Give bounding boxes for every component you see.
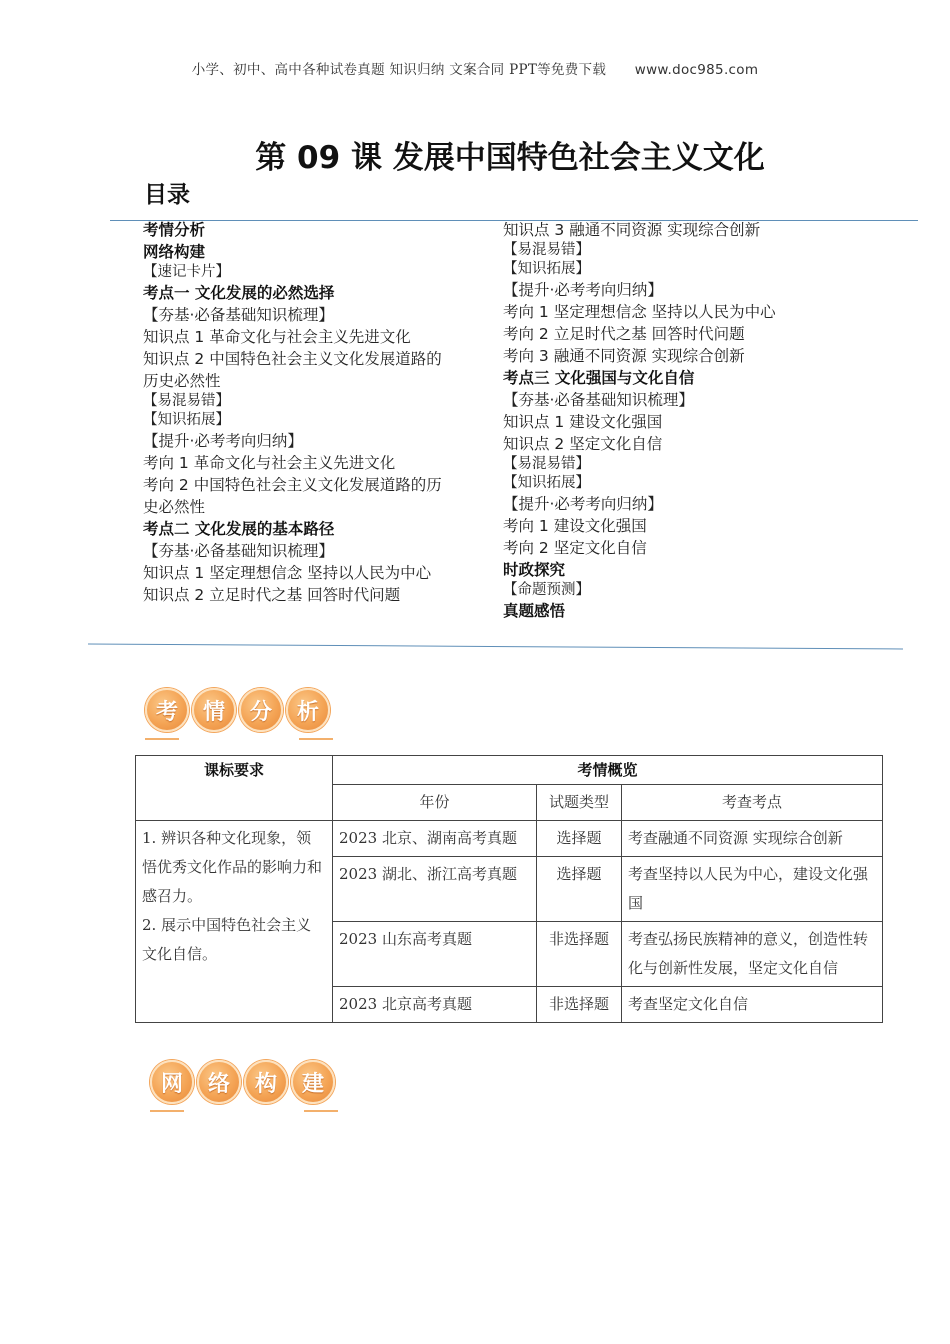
row-type: 选择题: [537, 857, 622, 922]
row-point: 考查坚持以人民为中心，建设文化强国: [622, 857, 883, 922]
row-year: 2023 山东高考真题: [333, 922, 537, 987]
toc-item[interactable]: 【速记卡片】: [143, 264, 230, 280]
subheader-exam-point: 考查考点: [622, 785, 883, 821]
row-point: 考查坚定文化自信: [622, 987, 883, 1023]
row-year: 2023 北京高考真题: [333, 987, 537, 1023]
toc-item[interactable]: 考向 2 坚定文化自信: [503, 539, 647, 557]
toc-item[interactable]: 【知识拓展】: [503, 475, 590, 491]
toc-item[interactable]: 知识点 2 坚定文化自信: [503, 435, 663, 453]
subheader-year: 年份: [333, 785, 537, 821]
requirement-item: 2. 展示中国特色社会主义文化自信。: [142, 916, 312, 963]
toc-item[interactable]: 【易混易错】: [143, 393, 230, 409]
toc-item[interactable]: 知识点 2 立足时代之基 回答时代问题: [143, 586, 401, 604]
toc-item[interactable]: 知识点 1 革命文化与社会主义先进文化: [143, 328, 411, 346]
toc-item[interactable]: 知识点 1 坚定理想信念 坚持以人民为中心: [143, 564, 432, 582]
toc-item[interactable]: 考向 2 中国特色社会主义文化发展道路的历史必然性: [143, 476, 442, 516]
badge-char: 建: [291, 1060, 335, 1104]
badge-char: 分: [239, 688, 283, 732]
row-year: 2023 北京、湖南高考真题: [333, 821, 537, 857]
toc-item[interactable]: 考向 1 坚定理想信念 坚持以人民为中心: [503, 303, 776, 321]
toc-heading: 目录: [144, 182, 190, 208]
row-type: 非选择题: [537, 922, 622, 987]
toc-right-column: [503, 219, 833, 622]
toc-item[interactable]: 知识点 1 建设文化强国: [503, 413, 663, 431]
toc-item[interactable]: 考点二 文化发展的基本路径: [143, 520, 335, 538]
requirement-item: 1. 辨识各种文化现象，领悟优秀文化作品的影响力和感召力。: [142, 829, 323, 905]
toc-item[interactable]: 【提升·必考考向归纳】: [143, 432, 303, 450]
row-point: 考查融通不同资源 实现综合创新: [622, 821, 883, 857]
toc-item[interactable]: 知识点 3 融通不同资源 实现综合创新: [503, 221, 761, 239]
section-badge-kaoqing: [145, 688, 333, 732]
lesson-title: 第 09 课 发展中国特色社会主义文化: [255, 140, 765, 176]
toc-item[interactable]: 【易混易错】: [503, 242, 590, 258]
toc-item[interactable]: 网络构建: [143, 243, 206, 261]
toc-item[interactable]: 真题感悟: [503, 602, 566, 620]
toc-item[interactable]: 考点一 文化发展的必然选择: [143, 284, 335, 302]
header-tagline: 小学、初中、高中各种试卷真题 知识归纳 文案合同 PPT等免费下载: [191, 62, 607, 78]
subheader-question-type: 试题类型: [537, 785, 622, 821]
toc-item[interactable]: 【易混易错】: [503, 456, 590, 472]
toc-item[interactable]: 考情分析: [143, 221, 206, 239]
toc-item[interactable]: 知识点 2 中国特色社会主义文化发展道路的历史必然性: [143, 350, 442, 390]
row-point: 考查弘扬民族精神的意义，创造性转化与创新性发展，坚定文化自信: [622, 922, 883, 987]
toc-item[interactable]: 时政探究: [503, 561, 566, 579]
table-header-row: [136, 756, 883, 785]
toc-item[interactable]: 【夯基·必备基础知识梳理】: [143, 306, 334, 324]
badge-char: 网: [150, 1060, 194, 1104]
row-type: 非选择题: [537, 987, 622, 1023]
curriculum-requirements-cell: [136, 821, 333, 1023]
toc-left-column: [143, 219, 463, 606]
row-type: 选择题: [537, 821, 622, 857]
badge-char: 络: [197, 1060, 241, 1104]
toc-item[interactable]: 考点三 文化强国与文化自信: [503, 369, 695, 387]
header-site-link[interactable]: www.doc985.com: [634, 62, 759, 78]
exam-overview-table: [135, 755, 883, 1023]
toc-bottom-divider: [88, 644, 903, 650]
badge-underline-right: [299, 738, 333, 740]
badge-char: 构: [244, 1060, 288, 1104]
toc-item[interactable]: 考向 2 立足时代之基 回答时代问题: [503, 325, 745, 343]
badge-underline-right: [304, 1110, 338, 1112]
toc-item[interactable]: 【夯基·必备基础知识梳理】: [143, 542, 334, 560]
toc-item[interactable]: 考向 3 融通不同资源 实现综合创新: [503, 347, 745, 365]
toc-item[interactable]: 考向 1 建设文化强国: [503, 517, 647, 535]
toc-item[interactable]: 考向 1 革命文化与社会主义先进文化: [143, 454, 396, 472]
badge-char: 析: [286, 688, 330, 732]
table-row: [136, 821, 883, 857]
toc-item[interactable]: 【提升·必考考向归纳】: [503, 281, 663, 299]
badge-char: 考: [145, 688, 189, 732]
badge-char: 情: [192, 688, 236, 732]
toc-item[interactable]: 【知识拓展】: [503, 261, 590, 277]
toc-item[interactable]: 【命题预测】: [503, 582, 590, 598]
page-header: [0, 58, 950, 78]
toc-item[interactable]: 【夯基·必备基础知识梳理】: [503, 391, 694, 409]
toc-item[interactable]: 【知识拓展】: [143, 412, 230, 428]
row-year: 2023 湖北、浙江高考真题: [333, 857, 537, 922]
header-curriculum-requirement: 课标要求: [136, 756, 333, 821]
badge-underline-left: [145, 738, 179, 740]
toc-item[interactable]: 【提升·必考考向归纳】: [503, 495, 663, 513]
section-badge-wangluo: [150, 1060, 338, 1104]
header-exam-overview: 考情概览: [333, 756, 883, 785]
badge-underline-left: [150, 1110, 184, 1112]
